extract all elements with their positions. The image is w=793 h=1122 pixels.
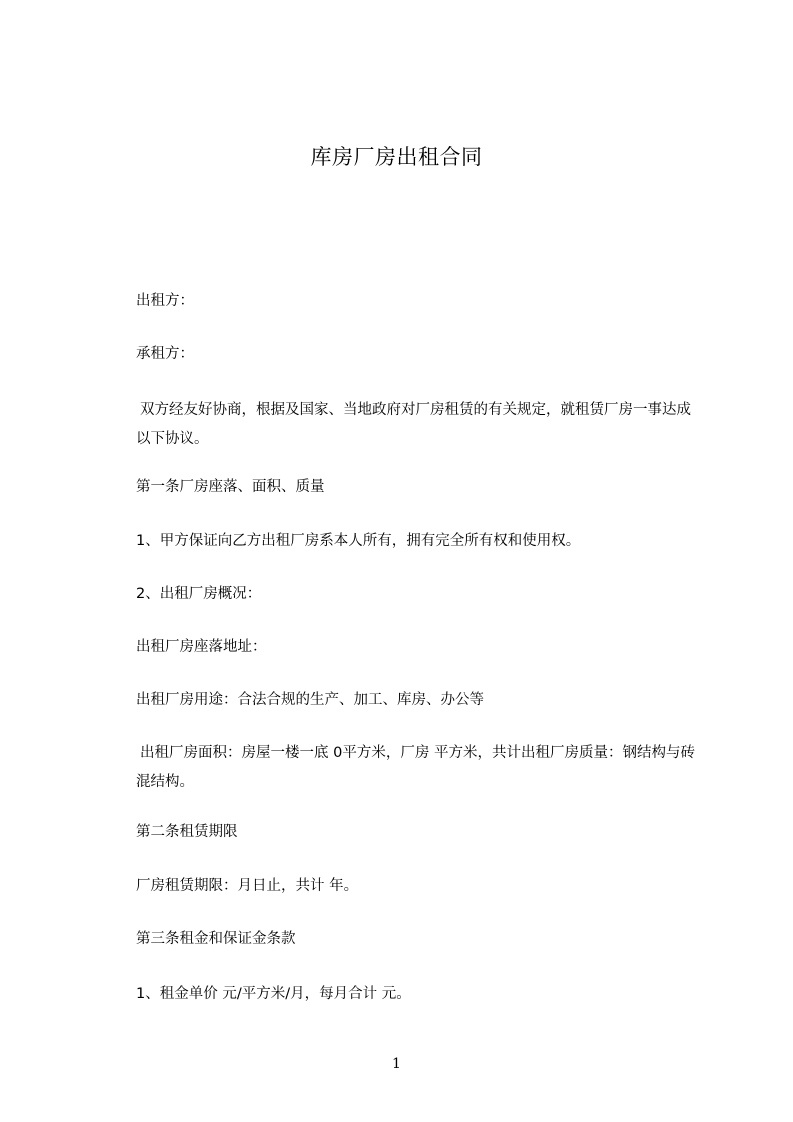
factory-area-quality: 出租厂房面积：房屋一楼一底 0平方米，厂房 平方米，共计出租厂房质量：钢结构与砖混结构。 xyxy=(136,745,695,790)
clause-2-heading: 第二条租赁期限 xyxy=(136,824,238,840)
paragraph-lessee: 承租方： xyxy=(136,346,194,362)
paragraph-lessor: 出租方： xyxy=(136,293,194,309)
clause-1-heading: 第一条厂房座落、面积、质量 xyxy=(136,479,325,495)
factory-address: 出租厂房座落地址： xyxy=(136,639,267,655)
paragraph-agreement-intro: 双方经友好协商，根据及国家、当地政府对厂房租赁的有关规定，就租赁厂房一事达成以下协议。 xyxy=(136,402,691,447)
rent-unit-price: 1、租金单价 元/平方米/月，每月合计 元。 xyxy=(136,986,411,1002)
factory-usage: 出租厂房用途：合法合规的生产、加工、库房、办公等 xyxy=(136,692,484,708)
clause-3-heading: 第三条租金和保证金条款 xyxy=(136,931,296,947)
lease-term: 厂房租赁期限：月日止，共计 年。 xyxy=(136,878,359,894)
clause-1-item-1: 1、甲方保证向乙方出租厂房系本人所有，拥有完全所有权和使用权。 xyxy=(136,533,581,549)
document-title: 库房厂房出租合同 xyxy=(310,145,483,169)
page-number: 1 xyxy=(392,1056,401,1072)
clause-1-item-2: 2、出租厂房概况： xyxy=(136,586,262,602)
